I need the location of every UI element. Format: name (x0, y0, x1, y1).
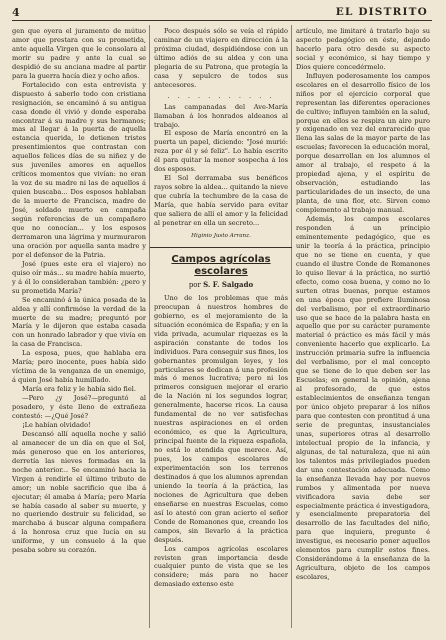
publication-title: EL DISTRITO (335, 6, 428, 18)
paragraph: Las campanadas del Ave-María llamaban á los honrados aldeanos al trabajo. (154, 102, 288, 129)
paragraph: Uno de los problemas que más preocupan á nuestros hombres de gobierno, es el mejoramiento de la situación económica de España; y en la vida privada, acumular riquezas es la aspiración constante de todos los individuos. Para conseguir sus fines, los gobernantes promulgan leyes, y los particulares se dedican á una profesión más ó menos lucrativa; pero ni los primeros consiguen mejorar el erario de la Nación ni los segundos lograr, generalmente, hacerse ricos. La causa fundamental de no ver satisfechas nuestras aspiraciones en el orden económico, es que la Agricultura, principal fuente de la riqueza española, no está lo atendida que merece. Así, pues, los campos escolares de experimentación son los terrenos destinados á que los alumnos aprendan uniendo la teoría á la práctica, las nociones de Agricultura que deben enseñarse en nuestras Escuelas, como así lo atestó con gran acierto el señor Conde de Romanones que, creando los campos, sin llevarlo á la práctica después. (154, 293, 288, 544)
article-headline: Campos agrícolas escolares (171, 253, 271, 277)
article-byline: por S. F. Salgado (188, 279, 254, 289)
column-divider (149, 25, 150, 628)
paragraph: El Sol derramaba sus benéficos rayos sobre la aldea... quitando la nieve que cubría la techumbre de la casa de María, que había servido para evitar que saliera de allí el amor y la felicidad al penetrar en ella un secreto... (154, 174, 288, 228)
paragraph: ¡Le habían olvidado! (22, 420, 91, 429)
author-signature: Higinio Justo Arranz. (191, 232, 251, 239)
paragraph: Además, los campos escolares responden á un principio eminentemente pedagógico, que es unir la teoría á la práctica, principio que no se tiene en cuenta, y que cuando el ilustre Conde de Romanones lo quiso llevar á la práctica, no surtió efecto, como cosa buena, y como no lo surten otras buenas, porque estamos en una época que prefiere lluminosa del verbalismo, por el extraordinario uso que se hace de la palabra hasta en aquello que por su carácter puramente material ó práctico es más fácil y más conveniente hacerlo que explicarlo. La instrucción primaria sufre la influencia del verbalismo, por el mal concepto que se tiene de lo que deben ser las Escuelas; en general la opinión, ajena al profesorado, de que estos establecimientos de enseñanza tengan por único objeto preparar á los niños para que contesten con prontitud á una serie de preguntas, insustanciales unas, superiores otras al desarrollo intelectual propio de la infancia, y algunas, de tal naturaleza, que ni aún los talentos más privilegiados pueden dar una contestación adecuada. Como la enseñanza llevada hay por nuevos rumbos y alimentada por nueva vivificadora savia debe ser especialmente práctica é investigadora, y esencialmente preparatoria del desarrollo de las facultades del niño, para que inquiera, pregunte é investigue, es necesario poner aquellos elementos para cumplir estos fines. Considerándome á la enseñanza de la Agricultura, objeto de los campos escolares, (296, 215, 430, 582)
column-3 (296, 27, 430, 582)
paragraph: El esposo de María encontró en la puerta un papel, diciendo: "José murió: reza por él y sé feliz". Lo había escrito él para quitar la menor sospecha á los dos esposos. (154, 129, 288, 174)
paragraph: —Pero ¿y José?—preguntó al posadero, y éste lleno de extrañeza contestó: —¿Qué José? (12, 394, 146, 420)
paragraph: Fortalecido con esta entrevista y dispuesto á saberlo todo con cristiana resignación, se encaminó á su antigua casa donde él vivió y donde esperaba encontrar á su madre y sus hermanos; mas al llegar á la puerta de aquella estancia querida, le detienen tristes presentimientos que contrastan con aquellos felices días de su niñez y de sus juveniles amores en aquellos críticos momentos que vivían: no eran la voz de su madre ni las de aquellos á quien buscaba... Dos esposos hablaban de la muerte de Francisca, madre de José, soldado muerto en campaña según referencias de un compañero que no conocían... y los esposos derramaron una lágrima y murmuraron una oración por aquella santa madre y por el defensor de la Patria. (12, 80, 146, 259)
paragraph: Se encaminó á la única posada de la aldea y allí confirmóse la verdad de la muerte de su madre; preguntó por María y le dijeron que estaba casada con un honrado labrador y que vivía en la casa de Francisca. (12, 295, 146, 349)
article-separator (150, 247, 292, 248)
paragraph: La esposa, pues, que hablaba era María; pero inocente, pues había sido víctima de la venganza de un enemigo, á quien José había humillado. (12, 349, 146, 385)
paragraph: Influyen poderosamente los campos escolares en el desarrollo físico de los niños por el ejercicio corporal que representan las diferentes operaciones de cultivo; influyen también en la salud, porque en ellos se respira un aire puro y oxigenado en vez del enrarecido que llena las salas de la mayor parte de las escuelas; favorecen la educación moral, porque desarrollan en los alumnos el amor al trabajo, el respeto á la propiedad ajena, y el espíritu de observación, estudiando las particularidades de un insecto, de una planta, de una flor, etc. Sirven como complemento al trabajo manual. (296, 71, 430, 215)
paragraph: Los campos agrícolas escolares revisten gran importancia desde cualquier punto de vista que se les considere; más para no hacer demasiado extenso este (154, 544, 288, 589)
paragraph: María era feliz y le había sido fiel. (22, 385, 136, 394)
column-2 (154, 27, 288, 589)
paragraph: gen que oyera el juramento de mútuo amor que prestara con su prometida, ante aquella Virgen que le consolara al morir su padre y ante la cual se despidió de su anciana madre al partir para la guerra hacía diez y ocho años. (12, 27, 146, 80)
header-rule (12, 20, 432, 21)
paragraph: Descansó allí aquella noche y salió al amanecer de un día en que el Sol, más generoso que en los anteriores, derretía las nieves formadas en la noche anterior... Se encaminó hacia la Virgen á rendirle el último tributo de amor; un noble sacrificio que iba á ejecutar; él amaba á María; pero María se había casado al saber su muerte, y no queriendo destruir su felicidad, se marchaba á buscar alguna compañera á la honrosa cruz que lucía en su uniforme, y un consuelo á la que pesaba sobre su corazón. (12, 429, 146, 555)
paragraph: artículo, me limitaré á tratarlo bajo su aspecto pedagógico en éste, dejando hacerlo para otro desde su aspecto social y económico, si hay tiempo y Dios quiere concedérmelo. (296, 27, 430, 71)
column-1 (12, 27, 146, 555)
page-number: 4 (12, 6, 20, 19)
column-divider (291, 25, 292, 628)
paragraph: Poco después sólo se veía el rápido caminar de un viajero en dirección á la próxima ciudad, despidiéndose con un último adiós de su aldea y con una plegaria de su Patrona, que protegía la casa y sepulcro de todos sus antecesores. (154, 27, 288, 89)
separator-dots: . . . . . . . . . . . (167, 91, 275, 100)
paragraph: José (pues este era el viajero) no quiso oír más... su madre había muerto, y á él lo consideraban también: ¿pero y su prometida María? (12, 259, 146, 295)
